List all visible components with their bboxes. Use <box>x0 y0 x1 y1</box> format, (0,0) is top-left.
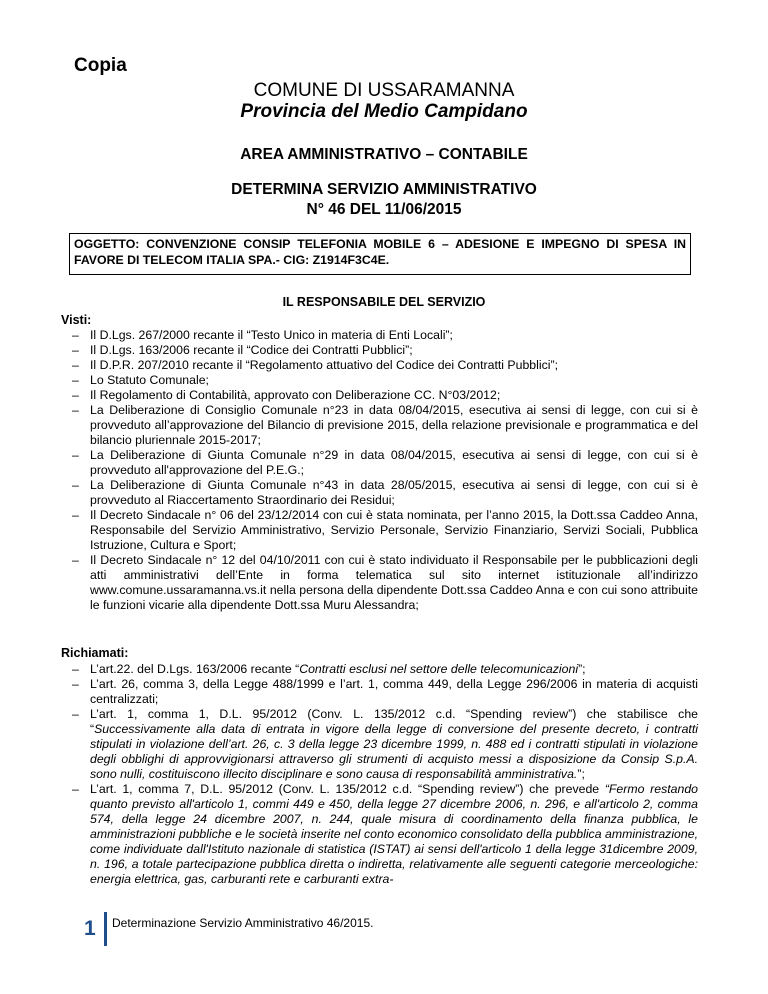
copy-label: Copia <box>74 55 127 76</box>
municipality-name: COMUNE DI USSARAMANNA <box>253 80 515 101</box>
determina-line-1: DETERMINA SERVIZIO AMMINISTRATIVO <box>231 181 537 198</box>
list-item: – Il Decreto Sindacale n° 06 del 23/12/2014 con cui è stata nominata, per l’anno 2015, la Dott.ssa Caddeo Anna, Responsabile del Servizio Amministrativo, Servizio Personale, Servizio Finanziario, Servizi Sociali, Pubblica Istruzione, Cultura e Sport; <box>72 508 698 552</box>
determina-line-2: N° 46 DEL 11/06/2015 <box>306 201 462 218</box>
list-item: – Il Decreto Sindacale n° 12 del 04/10/2011 con cui è stato individuato il Responsabile per le pubblicazioni degli atti amministrativi dell’Ente in forma telematica sul sito internet istituzionale all’indirizzo www.comune.ussaramanna.vs.it nella persona della dipendente Dott.ssa Caddeo Anna e con cui sono attribuite le funzioni vicarie alla dipendente Dott.ssa Muru Alessandra; <box>72 553 698 612</box>
page-number: 1 <box>84 917 96 940</box>
footer-divider <box>104 912 107 946</box>
list-item: – La Deliberazione di Consiglio Comunale n°23 in data 08/04/2015, esecutiva ai sensi di legge, con cui si è provveduto all’approvazione del Bilancio di previsione 2015, della relazione previsionale e programmatica e del bilancio pluriennale 2015-2017; <box>72 403 698 447</box>
list-item: – L’art.22. del D.Lgs. 163/2006 recante “Contratti esclusi nel settore delle telecomunicazioni”; <box>72 662 586 676</box>
visti-title: Visti: <box>61 313 92 327</box>
list-item: – L’art. 26, comma 3, della Legge 488/1999 e l’art. 1, comma 449, della Legge 296/2006 in materia di acquisti centralizzati; <box>72 677 698 706</box>
list-item: – La Deliberazione di Giunta Comunale n°29 in data 08/04/2015, esecutiva ai sensi di legge, con cui si è provveduto all'approvazione del P.E.G.; <box>72 448 698 477</box>
footer-text: Determinazione Servizio Amministrativo 46/2015. <box>112 916 374 930</box>
determina-title <box>0 180 768 220</box>
list-item: – Il Regolamento di Contabilità, approvato con Deliberazione CC. N°03/2012; <box>72 388 501 402</box>
list-item: – Il D.P.R. 207/2010 recante il “Regolamento attuativo del Codice dei Contratti Pubblici”; <box>72 358 558 372</box>
list-item: – L’art. 1, comma 1, D.L. 95/2012 (Conv. L. 135/2012 c.d. “Spending review”) che stabilisce che “Successivamente alla data di entrata in vigore della legge di conversione del presente decreto, i contratti stipulati in violazione dell’art. 26, c. 3 della legge 23 dicembre 1999, n. 488 ed i contratti stipulati in violazione degli obblighi di approvvigionarsi attraverso gli strumenti di acquisto messi a disposizione da Consip S.p.A. sono nulli, costituiscono illecito disciplinare e sono causa di responsabilità amministrativa.”; <box>72 707 698 781</box>
richiamati-list <box>61 662 698 887</box>
responsible-heading: IL RESPONSABILE DEL SERVIZIO <box>282 295 486 309</box>
list-item: – L’art. 1, comma 7, D.L. 95/2012 (Conv. L. 135/2012 c.d. “Spending review”) che prevede “Fermo restando quanto previsto all'articolo 1, commi 449 e 450, della legge 27 dicembre 2006, n. 296, e all'articolo 2, comma 574, della legge 24 dicembre 2007, n. 244, quale misura di coordinamento della finanza pubblica, le amministrazioni pubbliche e le società inserite nel conto economico consolidato della pubblica amministrazione, come individuate dall'Istituto nazionale di statistica (ISTAT) ai sensi dell'articolo 1 della legge 31dicembre 2009, n. 196, a totale partecipazione pubblica diretta o indiretta, relativamente alle seguenti categorie merceologiche: energia elettrica, gas, carburanti rete e carburanti extra- <box>72 782 698 886</box>
list-item: – La Deliberazione di Giunta Comunale n°43 in data 28/05/2015, esecutiva ai sensi di legge, con cui si è provveduto al Riaccertamento Straordinario dei Residui; <box>72 478 698 507</box>
richiamati-title: Richiamati: <box>61 646 129 660</box>
list-item: – Il D.Lgs. 267/2000 recante il “Testo Unico in materia di Enti Locali”; <box>72 328 453 342</box>
visti-list <box>61 328 698 613</box>
list-item: – Il D.Lgs. 163/2006 recante il “Codice dei Contratti Pubblici”; <box>72 343 413 357</box>
subject-box: OGGETTO: CONVENZIONE CONSIP TELEFONIA MOBILE 6 – ADESIONE E IMPEGNO DI SPESA IN FAVORE DI TELECOM ITALIA SPA.- CIG: Z1914F3C4E. <box>69 233 691 275</box>
area-title: AREA AMMINISTRATIVO – CONTABILE <box>240 146 528 163</box>
province-name: Provincia del Medio Campidano <box>240 101 528 122</box>
list-item: – Lo Statuto Comunale; <box>72 373 209 387</box>
